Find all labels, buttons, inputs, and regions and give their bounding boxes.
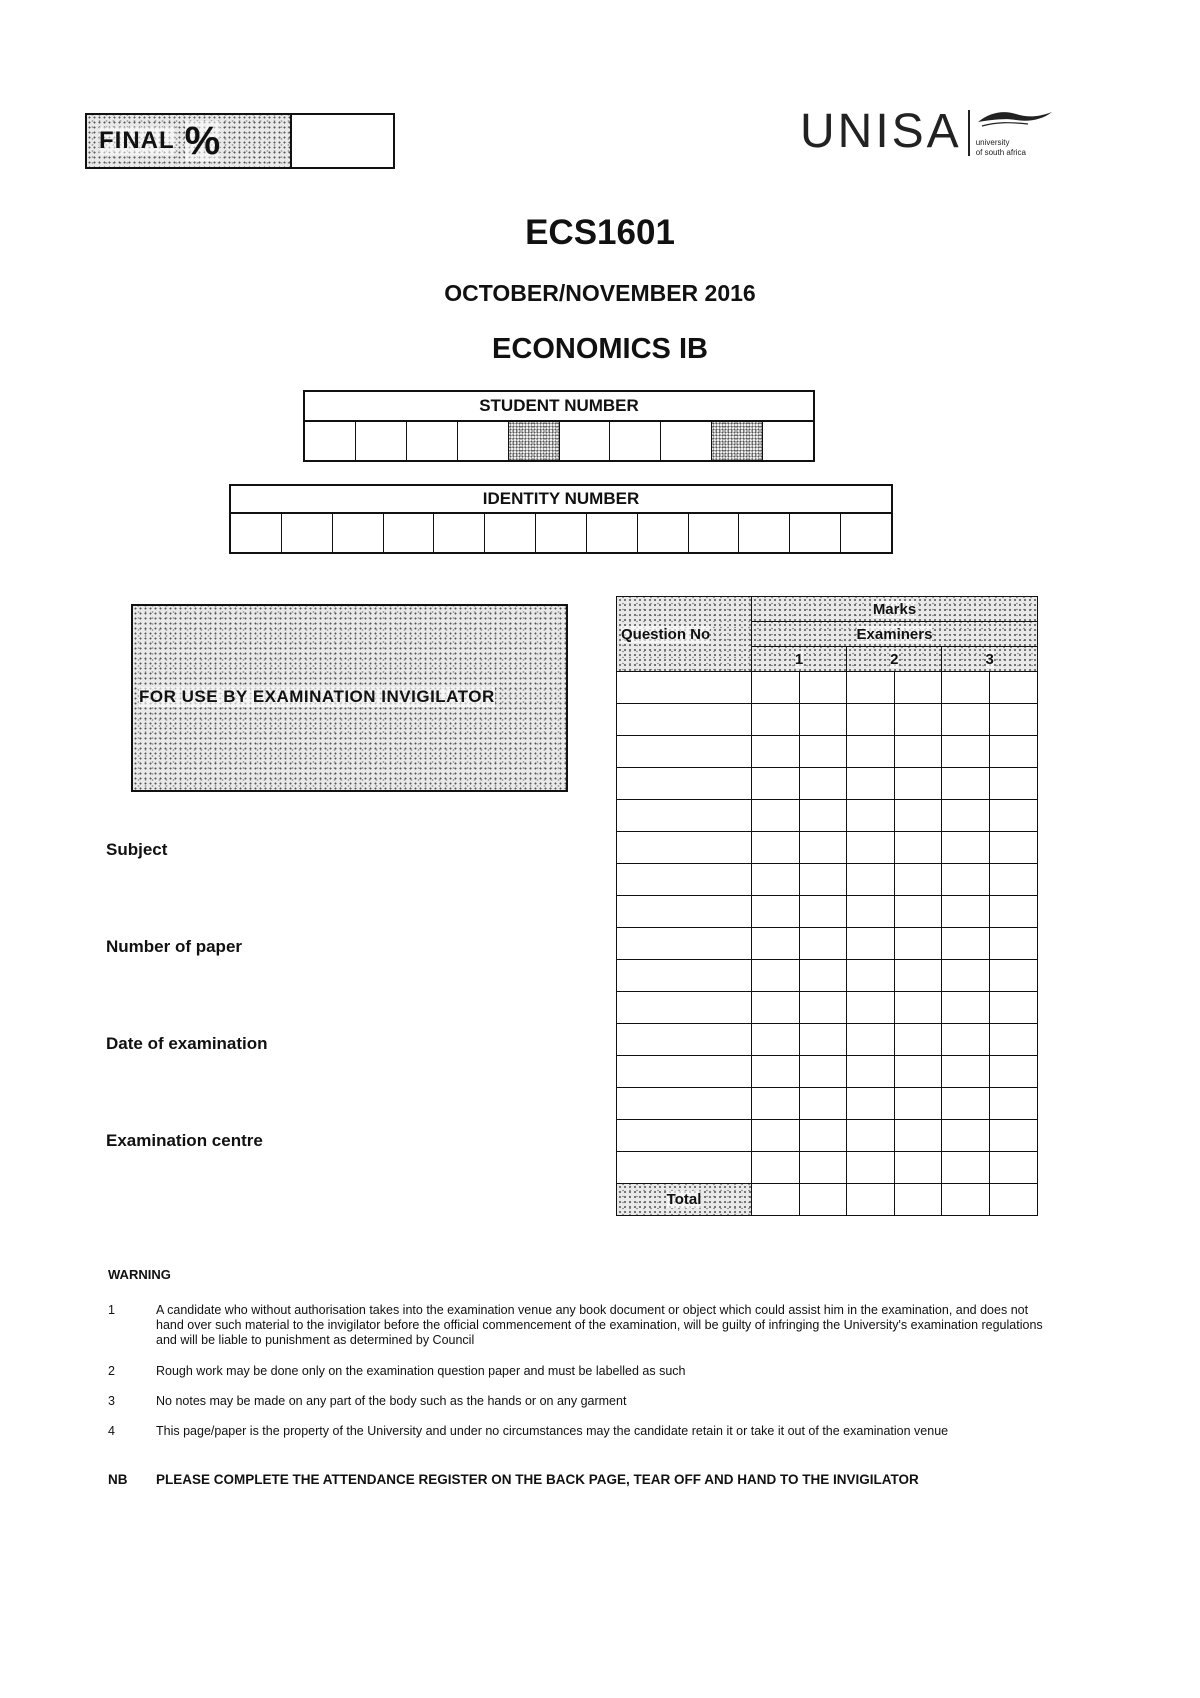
student-number-cell[interactable] (711, 422, 762, 460)
marks-cell[interactable] (799, 800, 847, 832)
course-subject: ECONOMICS IB (492, 333, 708, 365)
marks-cell[interactable] (847, 704, 895, 736)
marks-cell[interactable] (799, 1088, 847, 1120)
examiner-1-header: 1 (752, 647, 847, 672)
marks-cell[interactable] (847, 992, 895, 1024)
marks-cell[interactable] (942, 992, 990, 1024)
marks-cell[interactable] (847, 928, 895, 960)
student-number-cell[interactable] (457, 422, 508, 460)
marks-cell[interactable] (894, 704, 942, 736)
question-no-header: Question No (617, 597, 752, 672)
marks-cell[interactable] (799, 896, 847, 928)
marks-row (617, 800, 1038, 832)
marks-cell[interactable] (942, 672, 990, 704)
marks-cell[interactable] (847, 768, 895, 800)
question-no-cell[interactable] (617, 736, 752, 768)
marks-cell[interactable] (799, 992, 847, 1024)
marks-row (617, 960, 1038, 992)
question-no-cell[interactable] (617, 1120, 752, 1152)
identity-number-label: IDENTITY NUMBER (231, 486, 891, 514)
warning-item (108, 1364, 1048, 1379)
marks-row (617, 1088, 1038, 1120)
marks-row (617, 992, 1038, 1024)
identity-number-cell[interactable] (586, 514, 637, 552)
marks-row (617, 736, 1038, 768)
examiner-3-header: 3 (942, 647, 1038, 672)
student-number-cell[interactable] (508, 422, 559, 460)
marks-cell[interactable] (894, 992, 942, 1024)
logo-wordmark: UNISA (800, 105, 962, 158)
identity-number-cell[interactable] (383, 514, 434, 552)
student-number-table (303, 390, 815, 462)
marks-cell[interactable] (989, 672, 1037, 704)
marks-row (617, 1024, 1038, 1056)
marks-table (616, 596, 1038, 1216)
warning-item-text: This page/paper is the property of the University and under no circumstances may the candidate retain it or take it out of the examination venue (156, 1424, 949, 1438)
marks-cell[interactable] (799, 1056, 847, 1088)
final-mark-entry-cell[interactable] (292, 115, 393, 167)
identity-number-cell[interactable] (484, 514, 535, 552)
marks-row (617, 1120, 1038, 1152)
marks-cell[interactable] (942, 768, 990, 800)
total-label: Total (617, 1184, 752, 1216)
marks-cell[interactable] (752, 928, 800, 960)
marks-cell[interactable] (752, 704, 800, 736)
marks-cell[interactable] (799, 704, 847, 736)
marks-cell[interactable] (894, 1184, 942, 1216)
identity-number-cell[interactable] (738, 514, 789, 552)
marks-cell[interactable] (989, 1056, 1037, 1088)
marks-table-body (617, 672, 1038, 1184)
marks-cell[interactable] (799, 1152, 847, 1184)
question-no-cell[interactable] (617, 1056, 752, 1088)
student-number-cell[interactable] (559, 422, 610, 460)
marks-cell[interactable] (894, 928, 942, 960)
marks-cell[interactable] (989, 960, 1037, 992)
question-no-cell[interactable] (617, 992, 752, 1024)
marks-cell[interactable] (752, 736, 800, 768)
marks-cell[interactable] (752, 832, 800, 864)
student-number-cell[interactable] (762, 422, 813, 460)
exam-centre-field-label: Examination centre (106, 1131, 263, 1150)
invigilator-box (131, 604, 568, 792)
question-no-cell[interactable] (617, 1088, 752, 1120)
invigilator-label: FOR USE BY EXAMINATION INVIGILATOR (139, 687, 495, 706)
marks-cell[interactable] (847, 1088, 895, 1120)
marks-cell[interactable] (752, 1088, 800, 1120)
examiners-header: Examiners (752, 622, 1038, 647)
question-no-cell[interactable] (617, 832, 752, 864)
identity-number-cell[interactable] (433, 514, 484, 552)
paper-number-field-label: Number of paper (106, 937, 243, 956)
logo-tagline-line2: of south africa (975, 148, 1026, 157)
marks-cell[interactable] (847, 1152, 895, 1184)
marks-cell[interactable] (799, 768, 847, 800)
marks-cell[interactable] (847, 864, 895, 896)
marks-cell[interactable] (847, 672, 895, 704)
marks-cell[interactable] (989, 896, 1037, 928)
warning-item-number: 1 (108, 1303, 115, 1317)
marks-cell[interactable] (752, 960, 800, 992)
marks-cell[interactable] (847, 1184, 895, 1216)
marks-cell[interactable] (989, 992, 1037, 1024)
marks-cell[interactable] (799, 1184, 847, 1216)
marks-header: Marks (752, 597, 1038, 622)
marks-cell[interactable] (942, 800, 990, 832)
marks-cell[interactable] (894, 1152, 942, 1184)
identity-number-table (229, 484, 893, 554)
marks-cell[interactable] (752, 992, 800, 1024)
identity-number-cell[interactable] (332, 514, 383, 552)
student-number-cells (305, 422, 813, 460)
exam-session: OCTOBER/NOVEMBER 2016 (444, 280, 756, 306)
logo-bird-icon (976, 108, 1054, 130)
marks-cell[interactable] (799, 960, 847, 992)
marks-row (617, 1056, 1038, 1088)
marks-cell[interactable] (989, 832, 1037, 864)
marks-cell[interactable] (942, 1184, 990, 1216)
marks-cell[interactable] (752, 1120, 800, 1152)
student-number-cell[interactable] (406, 422, 457, 460)
warning-item-text: Rough work may be done only on the examination question paper and must be labelled as such (156, 1364, 686, 1378)
marks-cell[interactable] (942, 1120, 990, 1152)
identity-number-cell[interactable] (789, 514, 840, 552)
marks-cell[interactable] (799, 1024, 847, 1056)
warning-item-number: 4 (108, 1424, 115, 1438)
marks-cell[interactable] (942, 928, 990, 960)
marks-cell[interactable] (894, 800, 942, 832)
marks-cell[interactable] (894, 1024, 942, 1056)
percent-symbol: % (184, 119, 221, 163)
question-no-cell[interactable] (617, 1152, 752, 1184)
logo-tagline (976, 108, 1026, 158)
marks-cell[interactable] (894, 896, 942, 928)
question-no-cell[interactable] (617, 960, 752, 992)
identity-number-cell[interactable] (840, 514, 891, 552)
marks-row (617, 832, 1038, 864)
marks-cell[interactable] (989, 864, 1037, 896)
marks-row (617, 768, 1038, 800)
marks-cell[interactable] (942, 704, 990, 736)
identity-number-cell[interactable] (535, 514, 586, 552)
marks-cell[interactable] (752, 1184, 800, 1216)
final-mark-shaded-area (87, 115, 292, 167)
logo-divider (968, 110, 970, 156)
student-number-cell[interactable] (609, 422, 660, 460)
question-no-cell[interactable] (617, 1024, 752, 1056)
student-number-cell[interactable] (355, 422, 406, 460)
question-no-cell[interactable] (617, 768, 752, 800)
marks-cell[interactable] (752, 1056, 800, 1088)
exam-date-field-label: Date of examination (106, 1034, 268, 1053)
marks-cell[interactable] (942, 832, 990, 864)
marks-cell[interactable] (752, 864, 800, 896)
marks-cell[interactable] (894, 960, 942, 992)
marks-cell[interactable] (942, 1056, 990, 1088)
marks-cell[interactable] (752, 768, 800, 800)
marks-cell[interactable] (894, 832, 942, 864)
marks-cell[interactable] (942, 1024, 990, 1056)
marks-row (617, 928, 1038, 960)
marks-cell[interactable] (989, 1088, 1037, 1120)
logo-tagline-line1: university (975, 138, 1010, 147)
marks-cell[interactable] (989, 928, 1037, 960)
question-no-cell[interactable] (617, 800, 752, 832)
warning-item (108, 1394, 1048, 1409)
marks-cell[interactable] (799, 864, 847, 896)
marks-cell[interactable] (989, 1152, 1037, 1184)
warning-item (108, 1303, 1048, 1348)
nb-label: NB (108, 1472, 128, 1487)
marks-cell[interactable] (799, 928, 847, 960)
marks-cell[interactable] (847, 896, 895, 928)
unisa-logo (800, 105, 1026, 158)
subject-field-label: Subject (106, 840, 168, 859)
question-no-cell[interactable] (617, 704, 752, 736)
marks-cell[interactable] (799, 832, 847, 864)
marks-cell[interactable] (894, 1120, 942, 1152)
question-no-cell[interactable] (617, 672, 752, 704)
marks-cell[interactable] (752, 896, 800, 928)
marks-cell[interactable] (942, 864, 990, 896)
nb-notice (108, 1472, 919, 1487)
marks-cell[interactable] (847, 832, 895, 864)
marks-cell[interactable] (847, 1024, 895, 1056)
marks-cell[interactable] (989, 736, 1037, 768)
marks-cell[interactable] (942, 736, 990, 768)
marks-cell[interactable] (894, 1056, 942, 1088)
question-no-cell[interactable] (617, 928, 752, 960)
warning-title: WARNING (108, 1267, 171, 1282)
marks-cell[interactable] (847, 960, 895, 992)
marks-row (617, 672, 1038, 704)
identity-number-cell[interactable] (231, 514, 281, 552)
marks-cell[interactable] (847, 1056, 895, 1088)
student-number-label: STUDENT NUMBER (305, 392, 813, 422)
marks-cell[interactable] (894, 768, 942, 800)
warning-item-text: No notes may be made on any part of the body such as the hands or on any garment (156, 1394, 627, 1408)
examiner-2-header: 2 (847, 647, 942, 672)
warning-item-text: A candidate who without authorisation takes into the examination venue any book document or object which could assist him in the examination, and does not hand over such material to the invigilator before the official commencement of the examination, will be guilty of infringing the University's examination regulations and will be liable to punishment as determined by Council (156, 1303, 1043, 1347)
marks-cell[interactable] (894, 736, 942, 768)
marks-cell[interactable] (989, 1120, 1037, 1152)
final-mark-box (85, 113, 395, 169)
marks-cell[interactable] (942, 1088, 990, 1120)
marks-total-row (617, 1184, 1038, 1216)
marks-cell[interactable] (799, 736, 847, 768)
question-no-cell[interactable] (617, 896, 752, 928)
marks-row (617, 1152, 1038, 1184)
marks-cell[interactable] (942, 1152, 990, 1184)
identity-number-cell[interactable] (688, 514, 739, 552)
student-number-cell[interactable] (305, 422, 355, 460)
warning-item-number: 3 (108, 1394, 115, 1408)
identity-number-cell[interactable] (637, 514, 688, 552)
marks-cell[interactable] (942, 896, 990, 928)
marks-cell[interactable] (799, 1120, 847, 1152)
nb-text: PLEASE COMPLETE THE ATTENDANCE REGISTER ON THE BACK PAGE, TEAR OFF AND HAND TO THE INVIGILATOR (156, 1472, 919, 1487)
marks-cell[interactable] (894, 864, 942, 896)
warning-item (108, 1424, 1048, 1439)
marks-row (617, 864, 1038, 896)
marks-cell[interactable] (894, 672, 942, 704)
marks-cell[interactable] (799, 672, 847, 704)
marks-cell[interactable] (847, 1120, 895, 1152)
course-code: ECS1601 (525, 213, 675, 252)
identity-number-cells (231, 514, 891, 552)
marks-cell[interactable] (989, 1024, 1037, 1056)
marks-cell[interactable] (752, 1152, 800, 1184)
marks-cell[interactable] (752, 800, 800, 832)
marks-row (617, 704, 1038, 736)
marks-header-row (617, 597, 1038, 622)
identity-number-cell[interactable] (281, 514, 332, 552)
marks-cell[interactable] (942, 960, 990, 992)
marks-cell[interactable] (989, 768, 1037, 800)
marks-row (617, 896, 1038, 928)
warning-item-number: 2 (108, 1364, 115, 1378)
final-label: FINAL (99, 127, 175, 154)
marks-cell[interactable] (847, 736, 895, 768)
marks-cell[interactable] (894, 1088, 942, 1120)
marks-cell[interactable] (752, 672, 800, 704)
marks-cell[interactable] (847, 800, 895, 832)
question-no-cell[interactable] (617, 864, 752, 896)
marks-cell[interactable] (989, 704, 1037, 736)
student-number-cell[interactable] (660, 422, 711, 460)
marks-cell[interactable] (989, 1184, 1037, 1216)
marks-cell[interactable] (752, 1024, 800, 1056)
marks-cell[interactable] (989, 800, 1037, 832)
